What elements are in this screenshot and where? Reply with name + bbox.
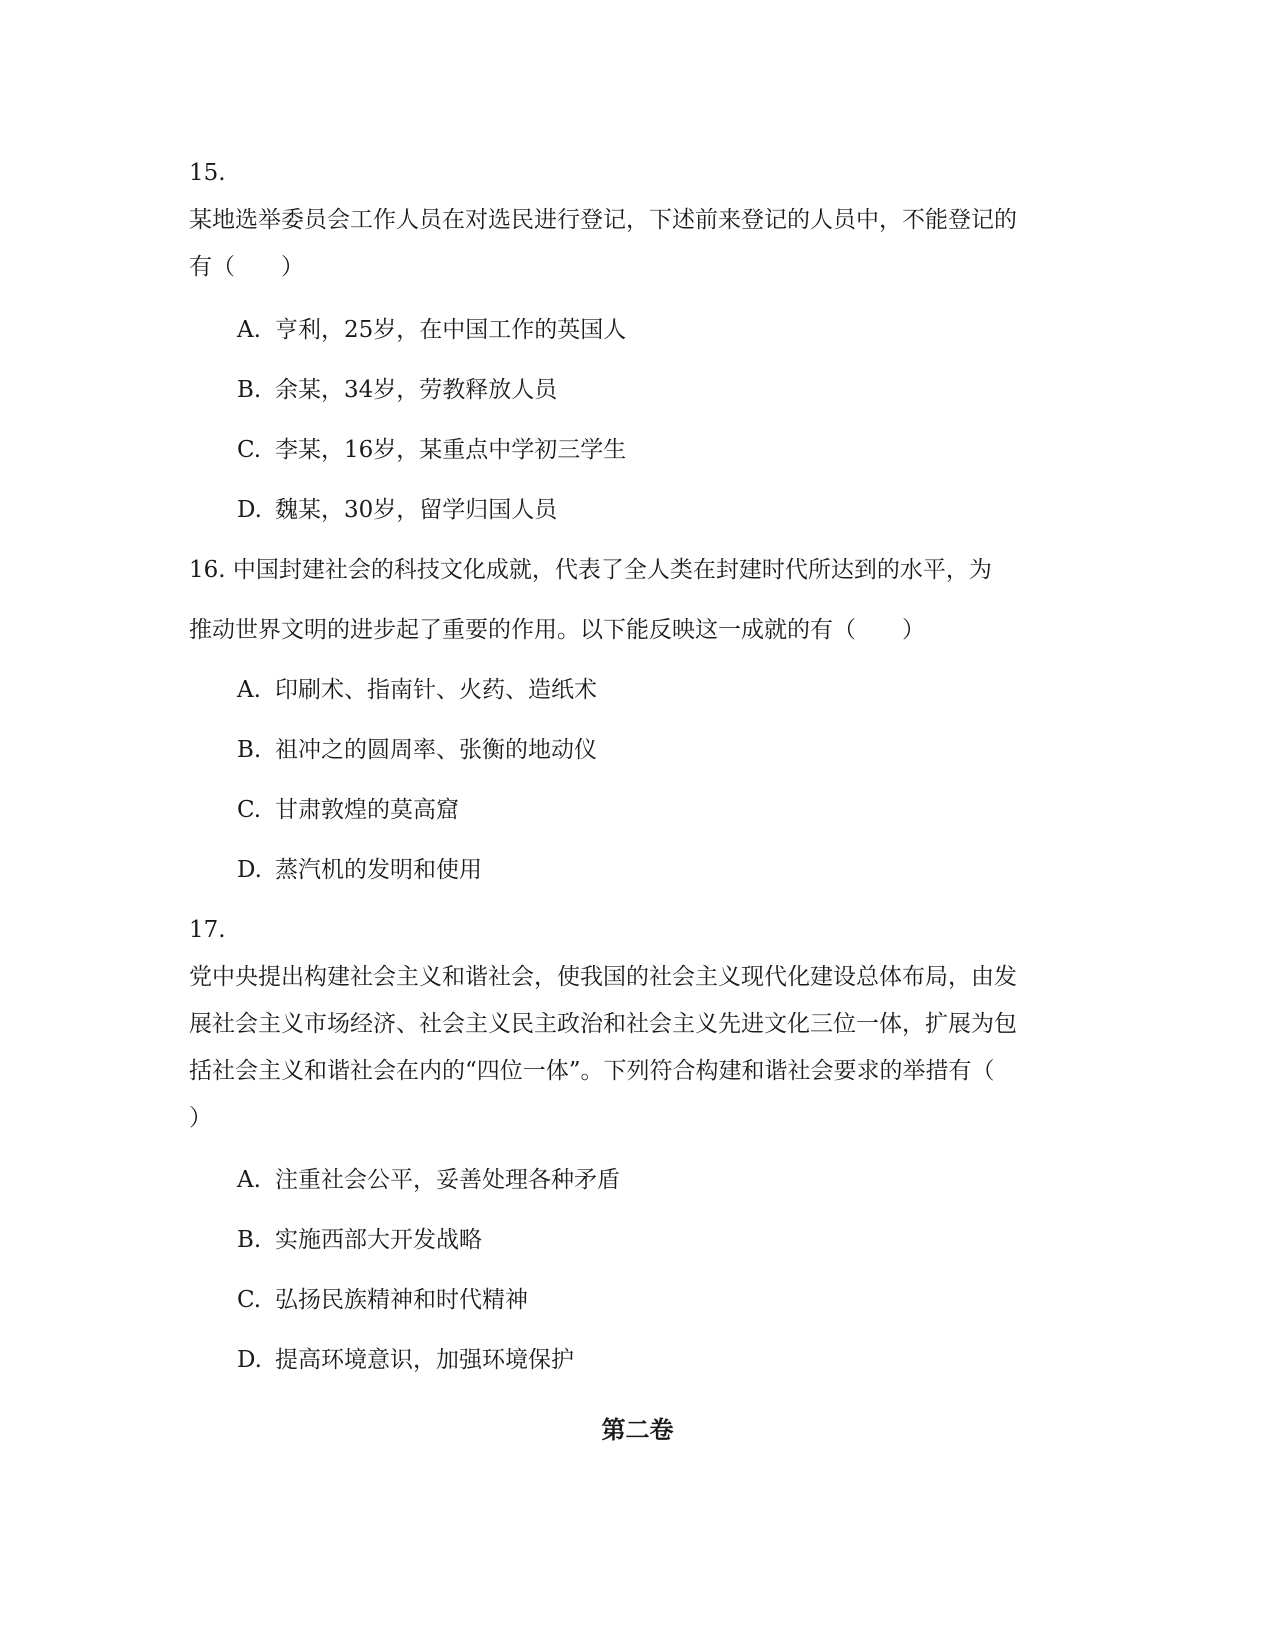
option-text: 甘肃敦煌的莫高窟 (275, 797, 459, 823)
q17-number: 17. (189, 917, 226, 943)
option-letter: D. (237, 857, 262, 883)
option-text: 祖冲之的圆周率、张衡的地动仪 (275, 737, 597, 763)
q15-option-d (237, 495, 557, 525)
q15-option-a (237, 315, 626, 345)
section-title: 第二卷 (601, 1416, 674, 1444)
option-text: 弘扬民族精神和时代精神 (275, 1287, 528, 1313)
q15-stem-line2: 有（ ） (189, 254, 304, 280)
option-letter: A. (237, 1167, 261, 1193)
option-text: 魏某，30岁，留学归国人员 (275, 497, 558, 523)
q17-stem-line1: 党中央提出构建社会主义和谐社会，使我国的社会主义现代化建设总体布局，由发 (189, 964, 1017, 990)
option-text: 李某，16岁，某重点中学初三学生 (275, 437, 627, 463)
q15-option-c (237, 435, 626, 465)
option-text: 提高环境意识，加强环境保护 (275, 1347, 574, 1373)
q16-option-b (237, 735, 597, 765)
q17-stem-line4: ） (189, 1105, 212, 1131)
option-text: 余某，34岁，劳教释放人员 (275, 377, 558, 403)
option-text: 注重社会公平，妥善处理各种矛盾 (275, 1167, 620, 1193)
q16-option-a (237, 675, 597, 705)
option-letter: D. (237, 1347, 262, 1373)
q17-stem-line3: 括社会主义和谐社会在内的“四位一体”。下列符合构建和谐社会要求的举措有（ (189, 1058, 995, 1084)
option-letter: C. (237, 437, 262, 463)
q17-stem-line2: 展社会主义市场经济、社会主义民主政治和社会主义先进文化三位一体，扩展为包 (189, 1011, 1017, 1037)
option-letter: C. (237, 797, 262, 823)
q16-option-c (237, 795, 459, 825)
q15-stem-line1: 某地选举委员会工作人员在对选民进行登记，下述前来登记的人员中，不能登记的 (189, 207, 1017, 233)
q16-stem-line1: 16. 中国封建社会的科技文化成就，代表了全人类在封建时代所达到的水平，为 (189, 557, 992, 583)
option-text: 蒸汽机的发明和使用 (275, 857, 482, 883)
q15-number: 15. (189, 160, 226, 186)
option-letter: B. (237, 1227, 262, 1253)
q16-option-d (237, 855, 482, 885)
q16-stem-line2: 推动世界文明的进步起了重要的作用。以下能反映这一成就的有（ ） (189, 617, 925, 643)
option-letter: D. (237, 497, 262, 523)
option-letter: B. (237, 737, 262, 763)
option-text: 实施西部大开发战略 (275, 1227, 482, 1253)
option-letter: B. (237, 377, 262, 403)
option-letter: C. (237, 1287, 262, 1313)
q17-option-d (237, 1345, 574, 1375)
q15-option-b (237, 375, 557, 405)
q17-option-c (237, 1285, 528, 1315)
option-text: 印刷术、指南针、火药、造纸术 (275, 677, 597, 703)
q17-option-a (237, 1165, 620, 1195)
option-letter: A. (237, 677, 261, 703)
option-letter: A. (237, 317, 261, 343)
option-text: 亨利，25岁，在中国工作的英国人 (275, 317, 627, 343)
q17-option-b (237, 1225, 482, 1255)
